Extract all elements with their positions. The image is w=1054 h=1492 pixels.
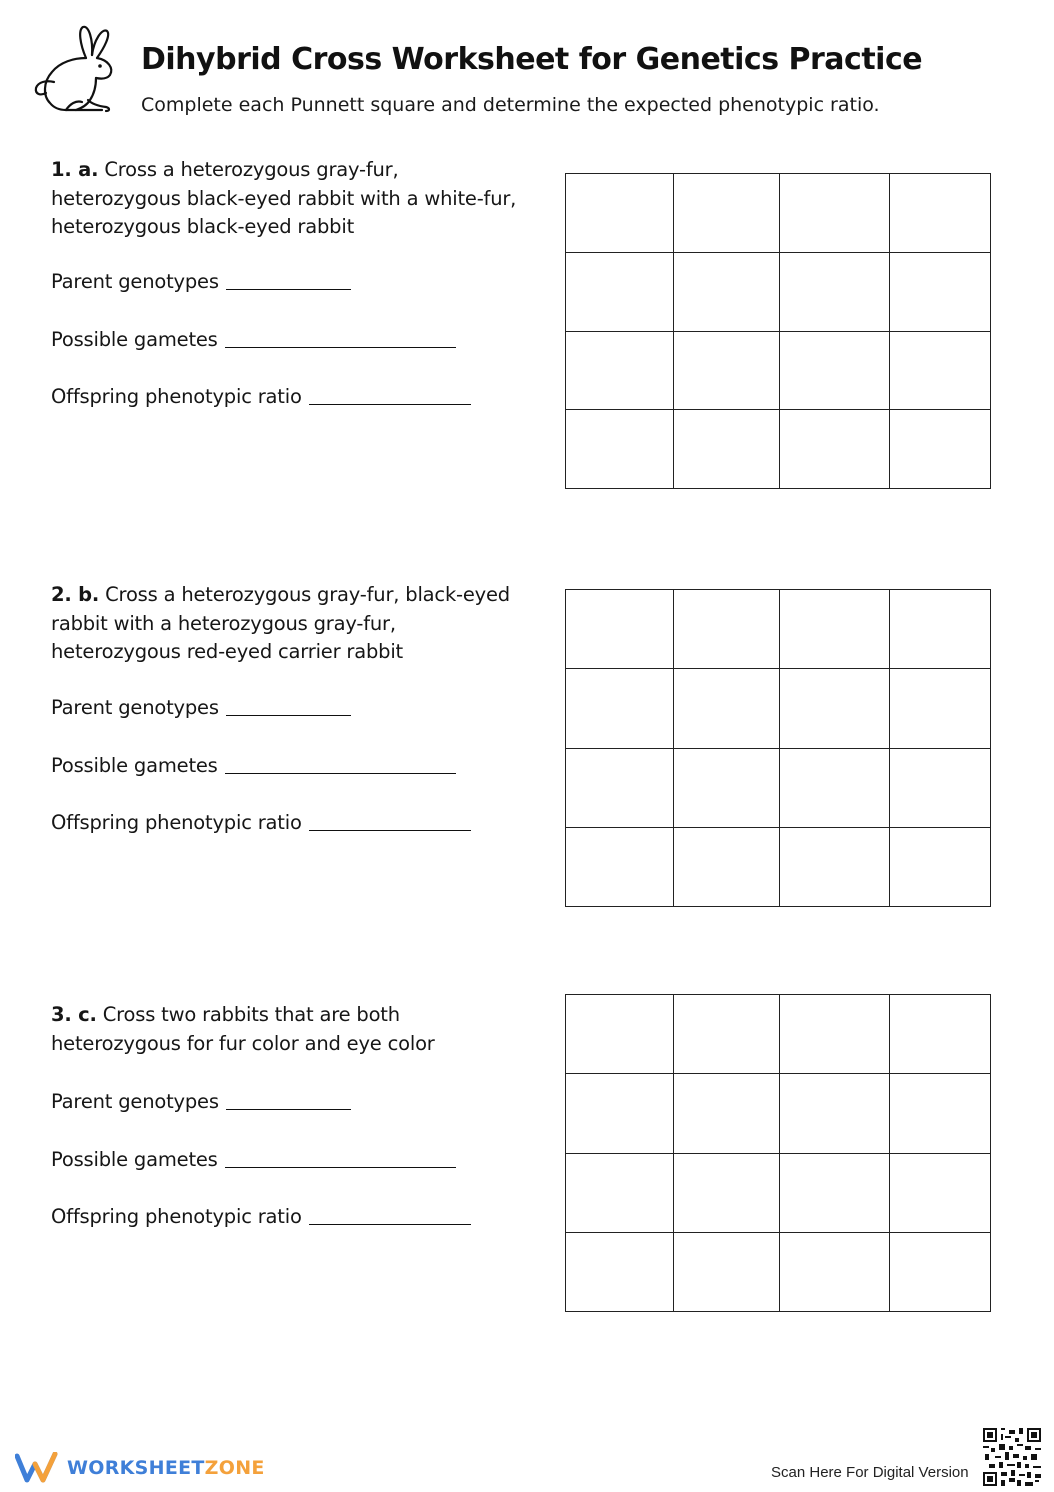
punnett-cell[interactable] xyxy=(780,174,890,253)
question-2 xyxy=(51,581,521,861)
parent-genotypes-field xyxy=(51,696,351,719)
question-prompt xyxy=(51,581,521,667)
question-number: 2. b. xyxy=(51,583,100,606)
punnett-cell[interactable] xyxy=(890,1154,990,1233)
punnett-cell[interactable] xyxy=(566,1233,674,1311)
question-text: Cross two rabbits that are both heterozygous for fur color and eye color xyxy=(51,1003,435,1055)
punnett-cell[interactable] xyxy=(674,590,780,669)
question-number: 3. c. xyxy=(51,1003,97,1026)
offspring-ratio-field xyxy=(51,1205,471,1228)
question-number: 1. a. xyxy=(51,158,99,181)
brand-name-part2: ZONE xyxy=(204,1457,265,1479)
punnett-cell[interactable] xyxy=(890,410,990,488)
punnett-cell[interactable] xyxy=(566,1074,674,1153)
qr-code-icon[interactable] xyxy=(983,1428,1041,1486)
punnett-cell[interactable] xyxy=(890,995,990,1074)
punnett-cell[interactable] xyxy=(890,332,990,411)
question-text: Cross a heterozygous gray-fur, heterozygous black-eyed rabbit with a white-fur, heterozygous black-eyed rabbit xyxy=(51,158,517,238)
punnett-cell[interactable] xyxy=(566,253,674,332)
punnett-cell[interactable] xyxy=(566,749,674,828)
question-prompt xyxy=(51,156,521,242)
offspring-ratio-blank[interactable] xyxy=(309,1223,471,1225)
punnett-cell[interactable] xyxy=(566,828,674,906)
punnett-cell[interactable] xyxy=(780,410,890,488)
offspring-ratio-field xyxy=(51,385,471,408)
punnett-square-2 xyxy=(565,589,991,907)
field-label: Possible gametes xyxy=(51,754,218,777)
punnett-cell[interactable] xyxy=(890,253,990,332)
question-1 xyxy=(51,156,521,436)
parent-genotypes-field xyxy=(51,270,351,293)
punnett-cell[interactable] xyxy=(890,669,990,748)
field-label: Possible gametes xyxy=(51,328,218,351)
brand-name-part1: WORKSHEET xyxy=(67,1457,205,1479)
punnett-cell[interactable] xyxy=(674,253,780,332)
punnett-cell[interactable] xyxy=(890,590,990,669)
punnett-cell[interactable] xyxy=(674,410,780,488)
punnett-cell[interactable] xyxy=(780,828,890,906)
punnett-cell[interactable] xyxy=(674,1233,780,1311)
possible-gametes-blank[interactable] xyxy=(225,772,456,774)
punnett-cell[interactable] xyxy=(566,1154,674,1233)
possible-gametes-field xyxy=(51,754,456,777)
field-label: Offspring phenotypic ratio xyxy=(51,385,302,408)
punnett-cell[interactable] xyxy=(780,253,890,332)
parent-genotypes-field xyxy=(51,1090,351,1113)
scan-instruction: Scan Here For Digital Version xyxy=(771,1464,969,1481)
punnett-cell[interactable] xyxy=(674,1074,780,1153)
punnett-square-1 xyxy=(565,173,991,489)
punnett-cell[interactable] xyxy=(780,1154,890,1233)
possible-gametes-field xyxy=(51,1148,456,1171)
punnett-cell[interactable] xyxy=(890,174,990,253)
punnett-cell[interactable] xyxy=(674,174,780,253)
field-label: Possible gametes xyxy=(51,1148,218,1171)
possible-gametes-field xyxy=(51,328,456,351)
punnett-cell[interactable] xyxy=(566,174,674,253)
punnett-cell[interactable] xyxy=(780,995,890,1074)
punnett-cell[interactable] xyxy=(566,995,674,1074)
punnett-cell[interactable] xyxy=(780,332,890,411)
punnett-cell[interactable] xyxy=(674,749,780,828)
punnett-cell[interactable] xyxy=(674,995,780,1074)
field-label: Parent genotypes xyxy=(51,270,219,293)
field-label: Parent genotypes xyxy=(51,1090,219,1113)
field-label: Offspring phenotypic ratio xyxy=(51,1205,302,1228)
brand-logo[interactable] xyxy=(15,1452,265,1484)
parent-genotypes-blank[interactable] xyxy=(226,288,351,290)
punnett-cell[interactable] xyxy=(780,749,890,828)
possible-gametes-blank[interactable] xyxy=(225,1166,456,1168)
punnett-cell[interactable] xyxy=(890,749,990,828)
punnett-cell[interactable] xyxy=(890,828,990,906)
page-subtitle: Complete each Punnett square and determine the expected phenotypic ratio. xyxy=(141,94,880,116)
punnett-cell[interactable] xyxy=(566,590,674,669)
worksheetzone-logo-icon xyxy=(15,1452,59,1484)
brand-name xyxy=(67,1457,265,1479)
punnett-square-3 xyxy=(565,994,991,1312)
punnett-cell[interactable] xyxy=(674,332,780,411)
punnett-cell[interactable] xyxy=(674,828,780,906)
parent-genotypes-blank[interactable] xyxy=(226,1108,351,1110)
punnett-cell[interactable] xyxy=(566,669,674,748)
question-prompt xyxy=(51,1001,521,1058)
punnett-cell[interactable] xyxy=(890,1233,990,1311)
punnett-cell[interactable] xyxy=(780,669,890,748)
possible-gametes-blank[interactable] xyxy=(225,346,456,348)
rabbit-icon xyxy=(30,22,130,122)
parent-genotypes-blank[interactable] xyxy=(226,714,351,716)
page-title: Dihybrid Cross Worksheet for Genetics Practice xyxy=(141,42,923,77)
punnett-cell[interactable] xyxy=(674,669,780,748)
punnett-cell[interactable] xyxy=(890,1074,990,1153)
question-text: Cross a heterozygous gray-fur, black-eyed rabbit with a heterozygous gray-fur, heterozygous red-eyed carrier rabbit xyxy=(51,583,510,663)
punnett-cell[interactable] xyxy=(674,1154,780,1233)
offspring-ratio-blank[interactable] xyxy=(309,829,471,831)
field-label: Parent genotypes xyxy=(51,696,219,719)
punnett-cell[interactable] xyxy=(780,1233,890,1311)
offspring-ratio-blank[interactable] xyxy=(309,403,471,405)
punnett-cell[interactable] xyxy=(780,590,890,669)
worksheet-header xyxy=(0,0,1054,140)
punnett-cell[interactable] xyxy=(780,1074,890,1153)
offspring-ratio-field xyxy=(51,811,471,834)
question-3 xyxy=(51,1001,521,1251)
punnett-cell[interactable] xyxy=(566,410,674,488)
punnett-cell[interactable] xyxy=(566,332,674,411)
field-label: Offspring phenotypic ratio xyxy=(51,811,302,834)
